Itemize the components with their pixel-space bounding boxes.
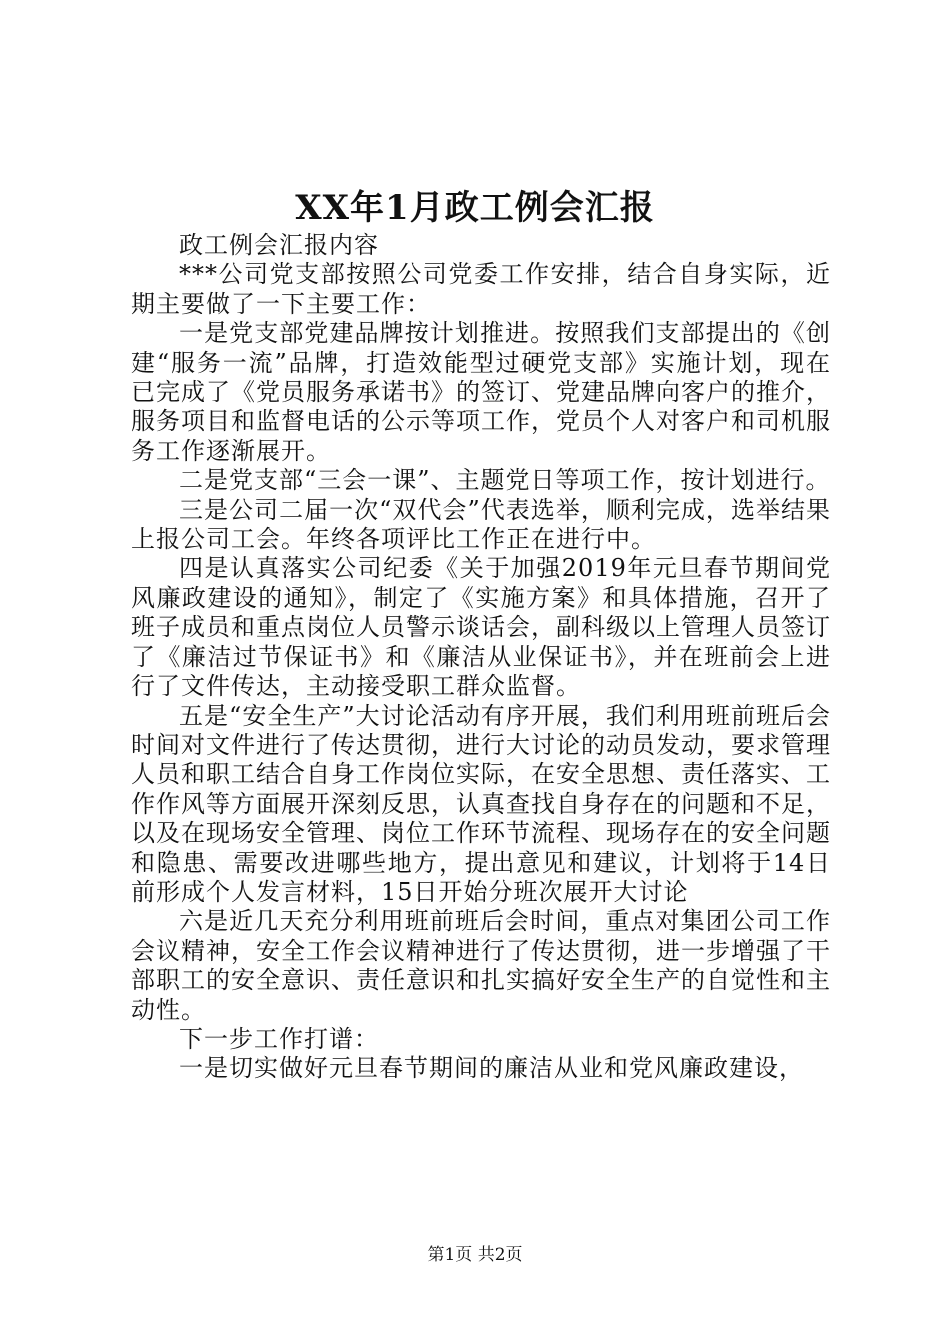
paragraph-heading: 政工例会汇报内容 xyxy=(179,231,379,259)
page-footer: 第1页 共2页 xyxy=(427,1245,523,1265)
paragraph-item-5: 五是“安全生产”大讨论活动有序开展，我们利用班前班后会时间对文件进行了传达贯彻，进行大讨论的动员发动，要求管理人员和职工结合自身工作岗位实际，在安全思想、责任落实、工作作风等方面展开深刻反思，认真查找自身存在的问题和不足，以及在现场安全管理、岗位工作环节流程、现场存在的安全问题和隐患、需要改进哪些地方，提出意见和建议，计划将于14日前形成个人发言材料，15日开始分班次展开大讨论 xyxy=(131,701,831,906)
paragraph-next-step-1: 一是切实做好元旦春节期间的廉洁从业和党风廉政建设， xyxy=(179,1054,804,1083)
paragraph-item-1: 一是党支部党建品牌按计划推进。按照我们支部提出的《创建“服务一流”品牌，打造效能型过硬党支部》实施计划，现在已完成了《党员服务承诺书》的签订、党建品牌向客户的推介，服务项目和监督电话的公示等项工作，党员个人对客户和司机服务工作逐渐展开。 xyxy=(131,319,831,465)
paragraph-next-steps-heading: 下一步工作打谱： xyxy=(179,1024,379,1053)
document-body xyxy=(131,231,831,1084)
document-title: XX年1月政工例会汇报 xyxy=(295,188,655,228)
paragraph-item-6: 六是近几天充分利用班前班后会时间，重点对集团公司工作会议精神，安全工作会议精神进行了传达贯彻，进一步增强了干部职工的安全意识、责任意识和扎实搞好安全生产的自觉性和主动性。 xyxy=(131,907,831,1024)
paragraph-intro: ***公司党支部按照公司党委工作安排，结合自身实际，近期主要做了一下主要工作： xyxy=(131,260,831,318)
paragraph-item-2: 二是党支部“三会一课”、主题党日等项工作，按计划进行。 xyxy=(179,466,831,495)
paragraph-item-4: 四是认真落实公司纪委《关于加强2019年元旦春节期间党风廉政建设的通知》，制定了《实施方案》和具体措施，召开了班子成员和重点岗位人员警示谈话会，副科级以上管理人员签订了《廉洁过节保证书》和《廉洁从业保证书》，并在班前会上进行了文件传达，主动接受职工群众监督。 xyxy=(131,554,831,701)
paragraph-item-3: 三是公司二届一次“双代会”代表选举，顺利完成，选举结果上报公司工会。年终各项评比工作正在进行中。 xyxy=(131,495,831,554)
